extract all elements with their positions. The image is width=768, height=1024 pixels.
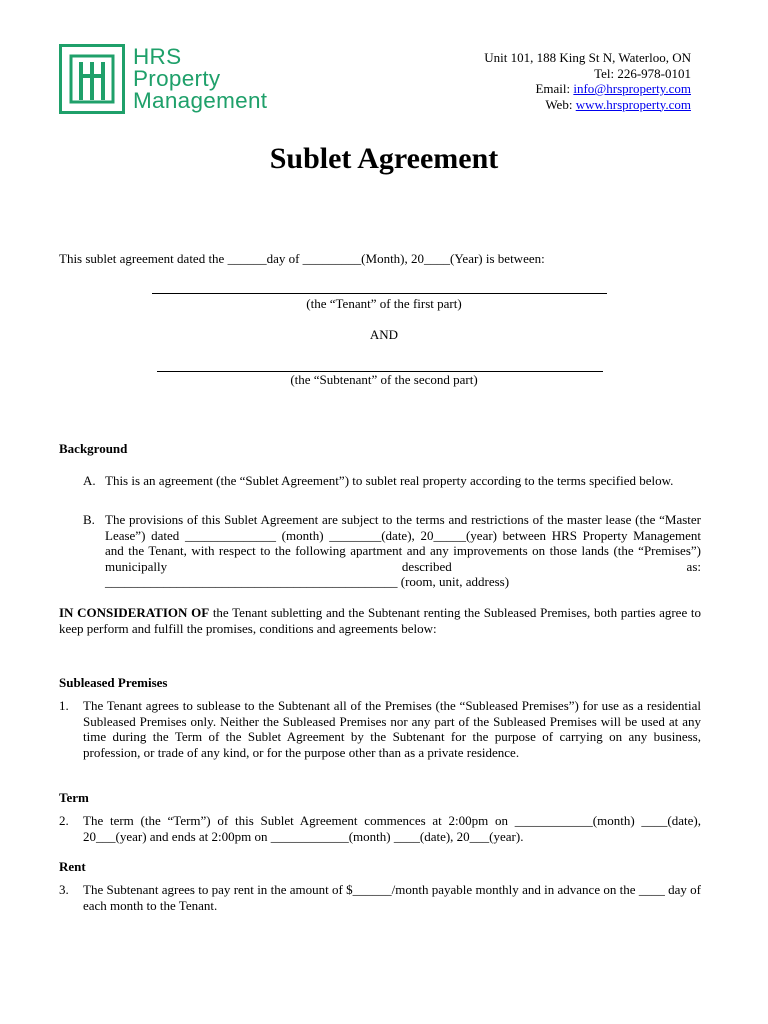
background-heading: Background (59, 441, 128, 456)
company-logo (59, 44, 125, 114)
tenant-signature-line (152, 293, 607, 294)
item-marker: B. (83, 512, 95, 527)
and-separator: AND (369, 327, 399, 342)
website-link[interactable]: www.hrsproperty.com (575, 96, 691, 112)
item-text: The provisions of this Sublet Agreement are subject to the terms and restrictions of the master lease (the “Master Lease”) dated ______________ (month) ________(date), 20_____(year) between HRS Property Management and the Tenant, with respect to the following apartment and any improvements on those lands (the “Premises”) municipally described as: (105, 512, 701, 574)
clause-text: The Subtenant agrees to pay rent in the amount of $______/month payable monthly and in advance on the ____ day of each month to the Tenant. (83, 882, 701, 913)
email-label: Email: (535, 81, 574, 96)
consideration-lead: IN CONSIDERATION OF (59, 605, 210, 620)
clause-text: The term (the “Term”) of this Sublet Agreement commences at 2:00pm on ____________(month) ____(date), 20___(year) and ends at 2:00pm on ____________(month) ____(date), 20___(year). (83, 813, 701, 844)
item-text: This is an agreement (the “Sublet Agreement”) to sublet real property according to the terms specified below. (105, 473, 674, 488)
company-phone: Tel: 226-978-0101 (594, 65, 691, 81)
background-item-a (59, 473, 701, 489)
web-label: Web: (545, 96, 576, 112)
clause-number: 3. (59, 882, 69, 897)
document-title: Sublet Agreement (269, 142, 499, 175)
clause-number: 1. (59, 698, 69, 713)
background-item-b (59, 512, 701, 590)
contact-block (484, 50, 691, 112)
clause-text: The Tenant agrees to sublease to the Subtenant all of the Premises (the “Subleased Premises”) for use as a residential Subleased Premises only. Neither the Subleased Premises nor any part of the Subleased Premises will be used at any time during the Term of the Sublet Agreement by the Subtenant for the purpose of carrying on any business, profession, or trade of any kind, or for the purpose other than as a private residence. (83, 698, 701, 760)
item-text-end: _____________________________________________ (room, unit, address) (105, 574, 510, 589)
company-name-line3: Management (133, 88, 268, 113)
subleased-premises-heading: Subleased Premises (59, 675, 168, 690)
company-web-row (484, 97, 691, 113)
rent-heading: Rent (59, 859, 86, 874)
clause-number: 2. (59, 813, 69, 828)
intro-text: This sublet agreement dated the ______day of _________(Month), 20____(Year) is between: (59, 251, 545, 266)
clause-2 (59, 813, 701, 844)
email-link[interactable]: info@hrsproperty.com (573, 81, 691, 96)
company-address: Unit 101, 188 King St N, Waterloo, ON (484, 50, 691, 65)
consideration-text: the Tenant subletting and the Subtenant renting the Subleased Premises, both parties agree to keep perform and fulfill the promises, conditions and agreements below: (59, 605, 702, 636)
company-email-row (484, 81, 691, 97)
term-heading: Term (59, 790, 89, 805)
company-name (133, 46, 267, 112)
clause-1 (59, 698, 701, 760)
item-marker: A. (83, 473, 96, 488)
company-name-line1: HRS (133, 44, 182, 69)
clause-3 (59, 882, 701, 913)
company-name-line2: Property (133, 66, 221, 91)
subtenant-caption: (the “Subtenant” of the second part) (290, 372, 478, 387)
tenant-caption: (the “Tenant” of the first part) (306, 296, 462, 311)
consideration-paragraph (59, 605, 701, 636)
